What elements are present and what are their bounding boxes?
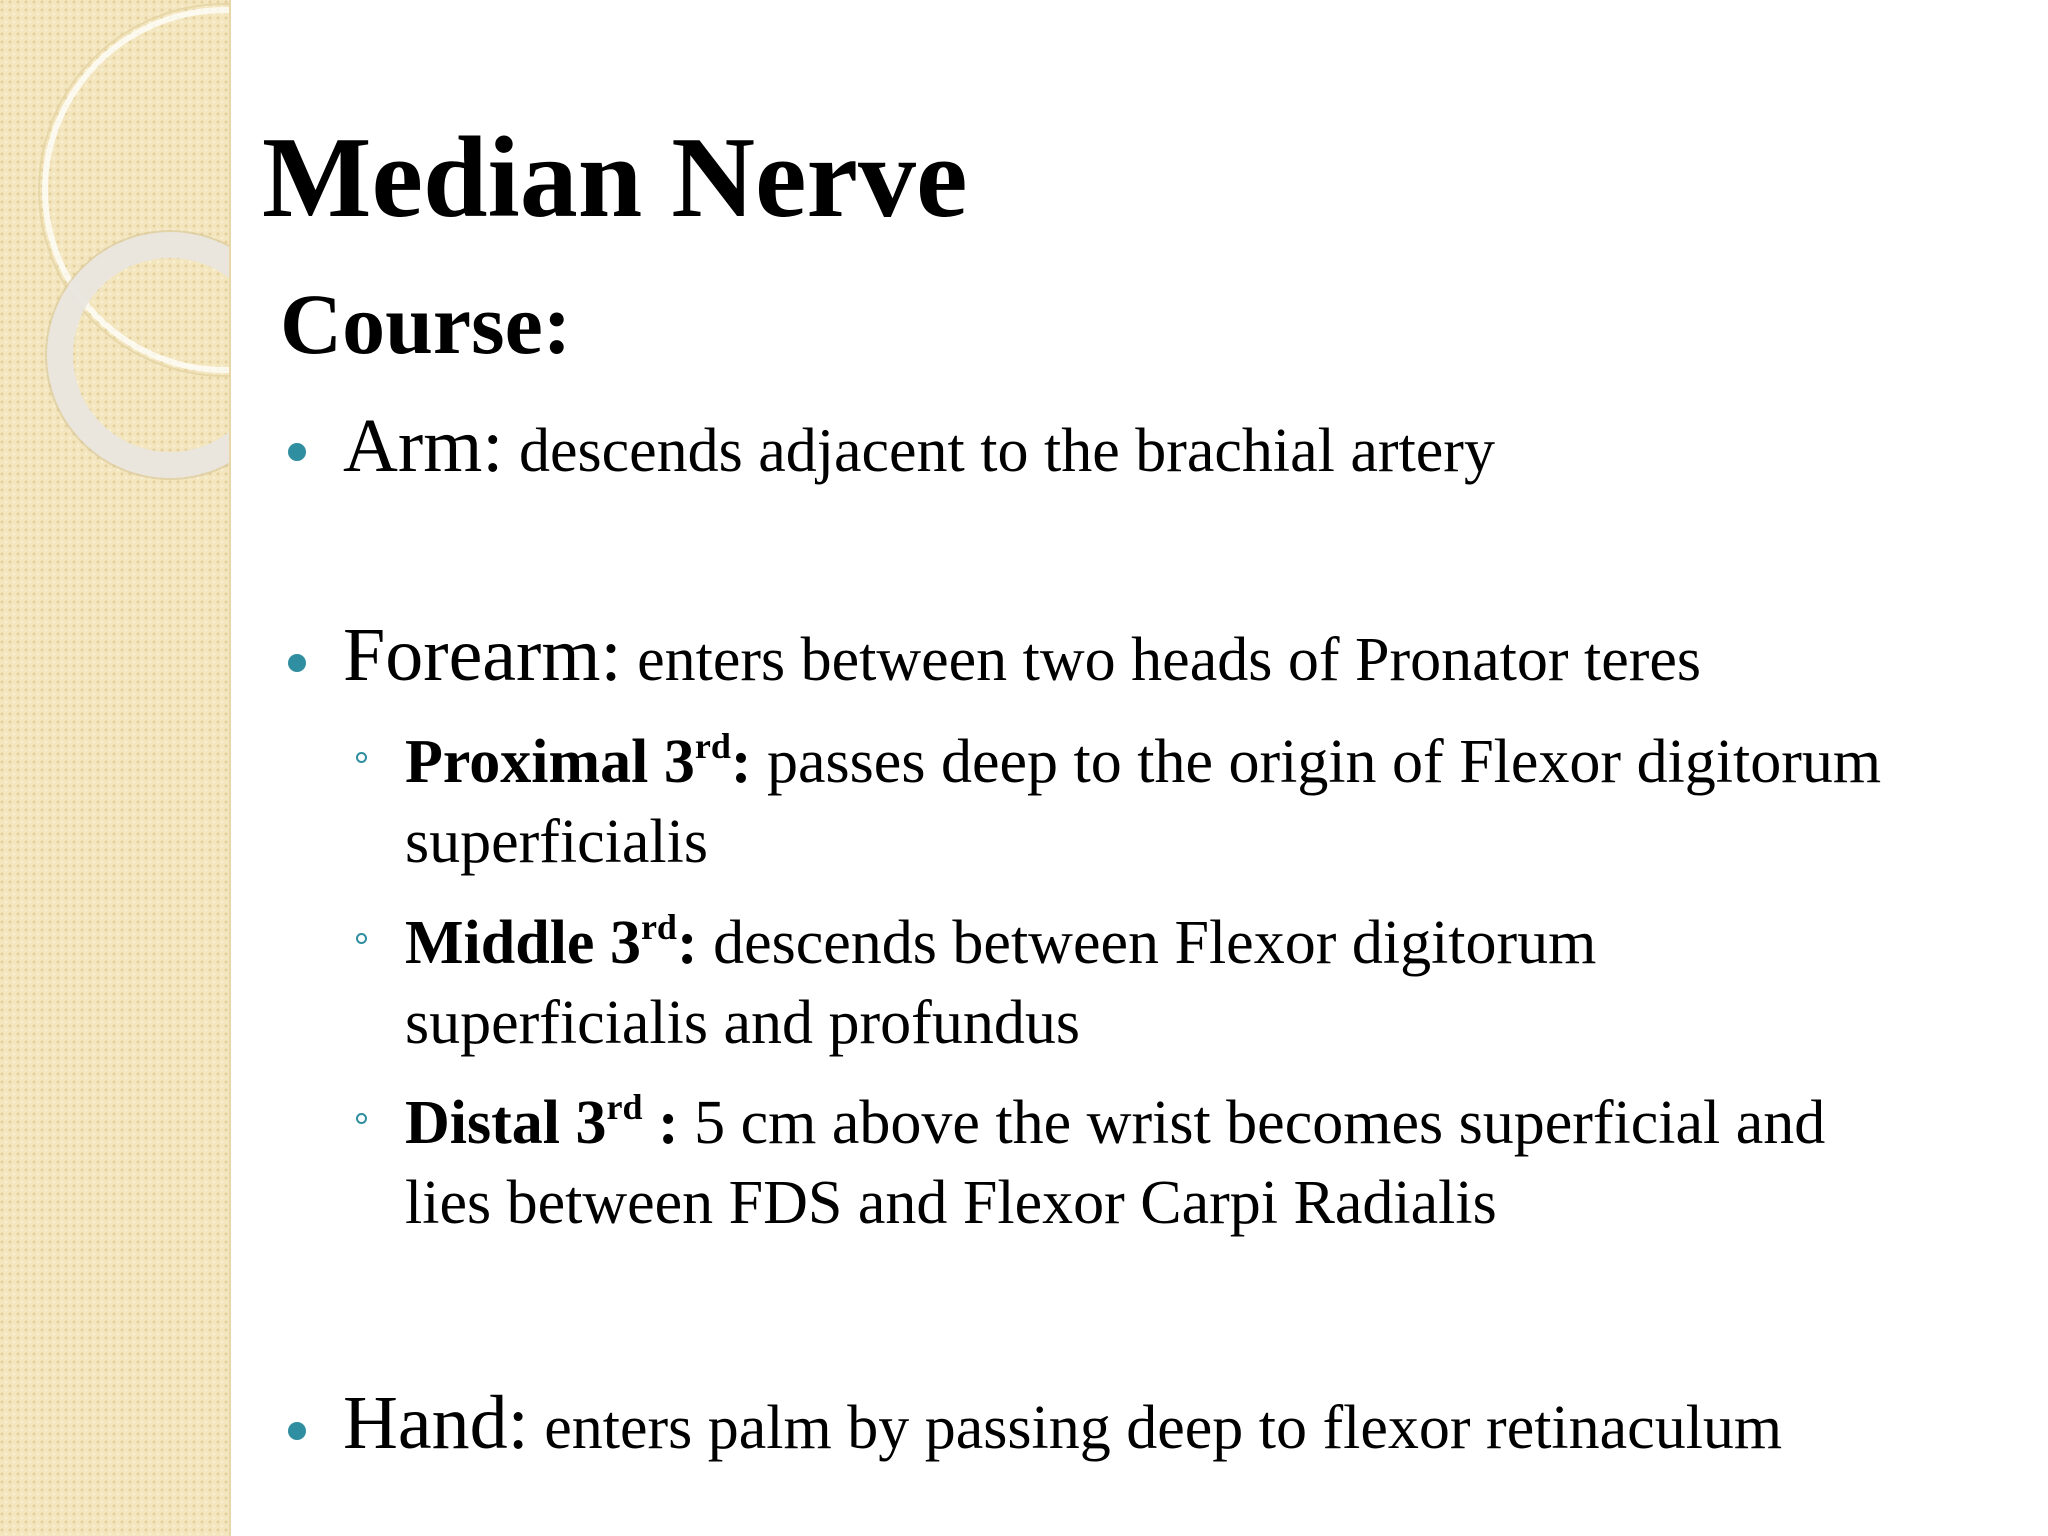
bullet-hand xyxy=(0,1382,2048,1472)
bullet-body: enters between two heads of Pronator teres xyxy=(621,626,1702,694)
subbullet-colon: : xyxy=(676,909,698,977)
subbullet-superscript: rd xyxy=(606,1087,643,1127)
bullet-body: enters palm by passing deep to flexor retinaculum xyxy=(528,1394,1783,1462)
subbullet-label xyxy=(405,728,752,796)
bullet-text xyxy=(343,1382,1782,1466)
subbullet-label-main: Middle 3 xyxy=(405,909,641,977)
subbullet-ring xyxy=(356,933,367,944)
subbullet-superscript: rd xyxy=(640,907,677,947)
subbullet-superscript: rd xyxy=(694,726,731,766)
subbullet-text xyxy=(405,722,1885,882)
subbullet-colon: : xyxy=(642,1089,679,1157)
bullet-text xyxy=(343,614,1701,698)
subbullet-label xyxy=(405,1089,679,1157)
slide-subtitle: Course: xyxy=(280,276,572,372)
bullet-head: Arm: xyxy=(343,404,504,488)
subbullet-label-main: Proximal 3 xyxy=(405,728,695,796)
bullet-text xyxy=(343,405,1495,489)
slide-title: Median Nerve xyxy=(262,114,968,242)
subbullet-label-main: Distal 3 xyxy=(405,1089,607,1157)
subbullet-label xyxy=(405,909,698,977)
subbullet-ring xyxy=(356,752,367,763)
subbullet-text xyxy=(405,1083,1885,1243)
bullet-dot xyxy=(288,654,306,672)
bullet-head: Forearm: xyxy=(343,613,622,697)
bullet-forearm xyxy=(0,614,2048,704)
subbullet-body: passes deep to the origin of Flexor digitorum superficialis xyxy=(405,728,1882,876)
bullet-dot xyxy=(288,443,306,461)
bullet-dot xyxy=(288,1422,306,1440)
bullet-body: descends adjacent to the brachial artery xyxy=(503,417,1495,485)
subbullet-colon: : xyxy=(730,728,752,796)
subbullet-text xyxy=(405,903,1885,1063)
subbullet-ring xyxy=(356,1113,367,1124)
subbullet-body: descends between Flexor digitorum superficialis and profundus xyxy=(405,909,1597,1057)
bullet-head: Hand: xyxy=(343,1381,529,1465)
subbullet-body: 5 cm above the wrist becomes superficial and lies between FDS and Flexor Carpi Radialis xyxy=(405,1089,1826,1237)
bullet-arm xyxy=(0,405,2048,495)
